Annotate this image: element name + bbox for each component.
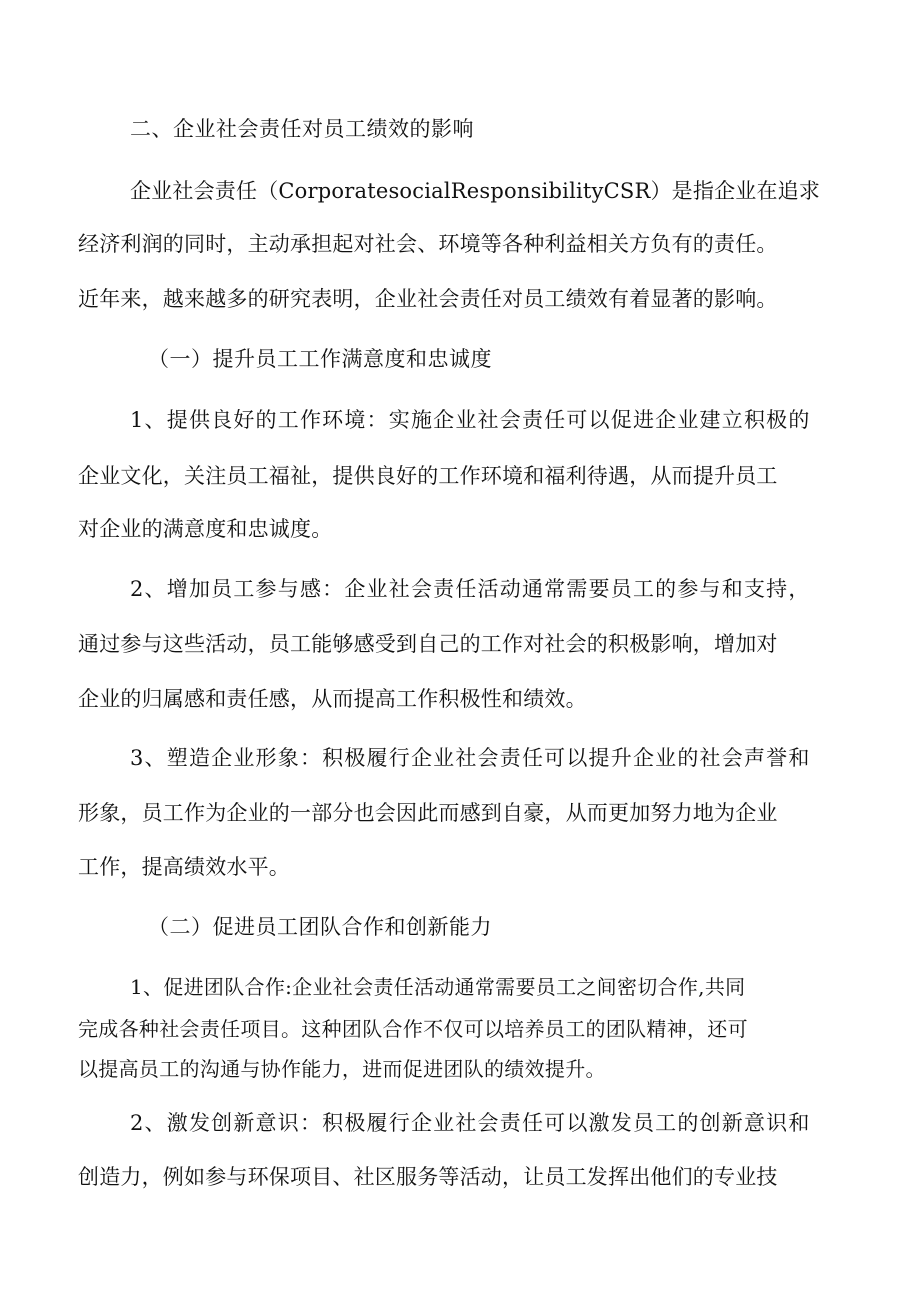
paragraph-line: 形象，员工作为企业的一部分也会因此而感到自豪，从而更加努力地为企业 [78, 801, 778, 825]
paragraph-line: 2、激发创新意识：积极履行企业社会责任可以激发员工的创新意识和 [130, 1111, 811, 1135]
paragraph-line: 3、塑造企业形象：积极履行企业社会责任可以提升企业的社会声誉和 [130, 746, 811, 770]
paragraph-line: 企业的归属感和责任感，从而提高工作积极性和绩效。 [78, 687, 587, 711]
subsection-heading: （一）提升员工工作满意度和忠诚度 [148, 347, 492, 371]
paragraph-line: 经济利润的同时，主动承担起对社会、环境等各种利益相关方负有的责任。 [78, 232, 778, 256]
paragraph-line: 通过参与这些活动，员工能够感受到自己的工作对社会的积极影响，增加对 [78, 632, 778, 656]
paragraph-line: 企业文化，关注员工福祉，提供良好的工作环境和福利待遇，从而提升员工 [78, 464, 778, 488]
paragraph-line: 企业社会责任（CorporatesocialResponsibilityCSR）是指企业在追求 [130, 179, 821, 203]
paragraph-line: 1、提供良好的工作环境：实施企业社会责任可以促进企业建立积极的 [130, 408, 811, 432]
paragraph-line: 对企业的满意度和忠诚度。 [78, 517, 333, 541]
paragraph-line: 1、促进团队合作:企业社会责任活动通常需要员工之间密切合作,共同 [130, 975, 746, 999]
paragraph-line: 创造力，例如参与环保项目、社区服务等活动，让员工发挥出他们的专业技 [78, 1165, 778, 1189]
subsection-heading: （二）促进员工团队合作和创新能力 [148, 915, 492, 939]
paragraph-line: 完成各种社会责任项目。这种团队合作不仅可以培养员工的团队精神，还可 [78, 1017, 748, 1041]
paragraph-line: 近年来，越来越多的研究表明，企业社会责任对员工绩效有着显著的影响。 [78, 287, 778, 311]
paragraph-line: 2、增加员工参与感：企业社会责任活动通常需要员工的参与和支持， [130, 577, 811, 601]
section-heading: 二、企业社会责任对员工绩效的影响 [130, 117, 474, 141]
paragraph-line: 工作，提高绩效水平。 [78, 855, 290, 879]
paragraph-line: 以提高员工的沟通与协作能力，进而促进团队的绩效提升。 [78, 1057, 606, 1081]
